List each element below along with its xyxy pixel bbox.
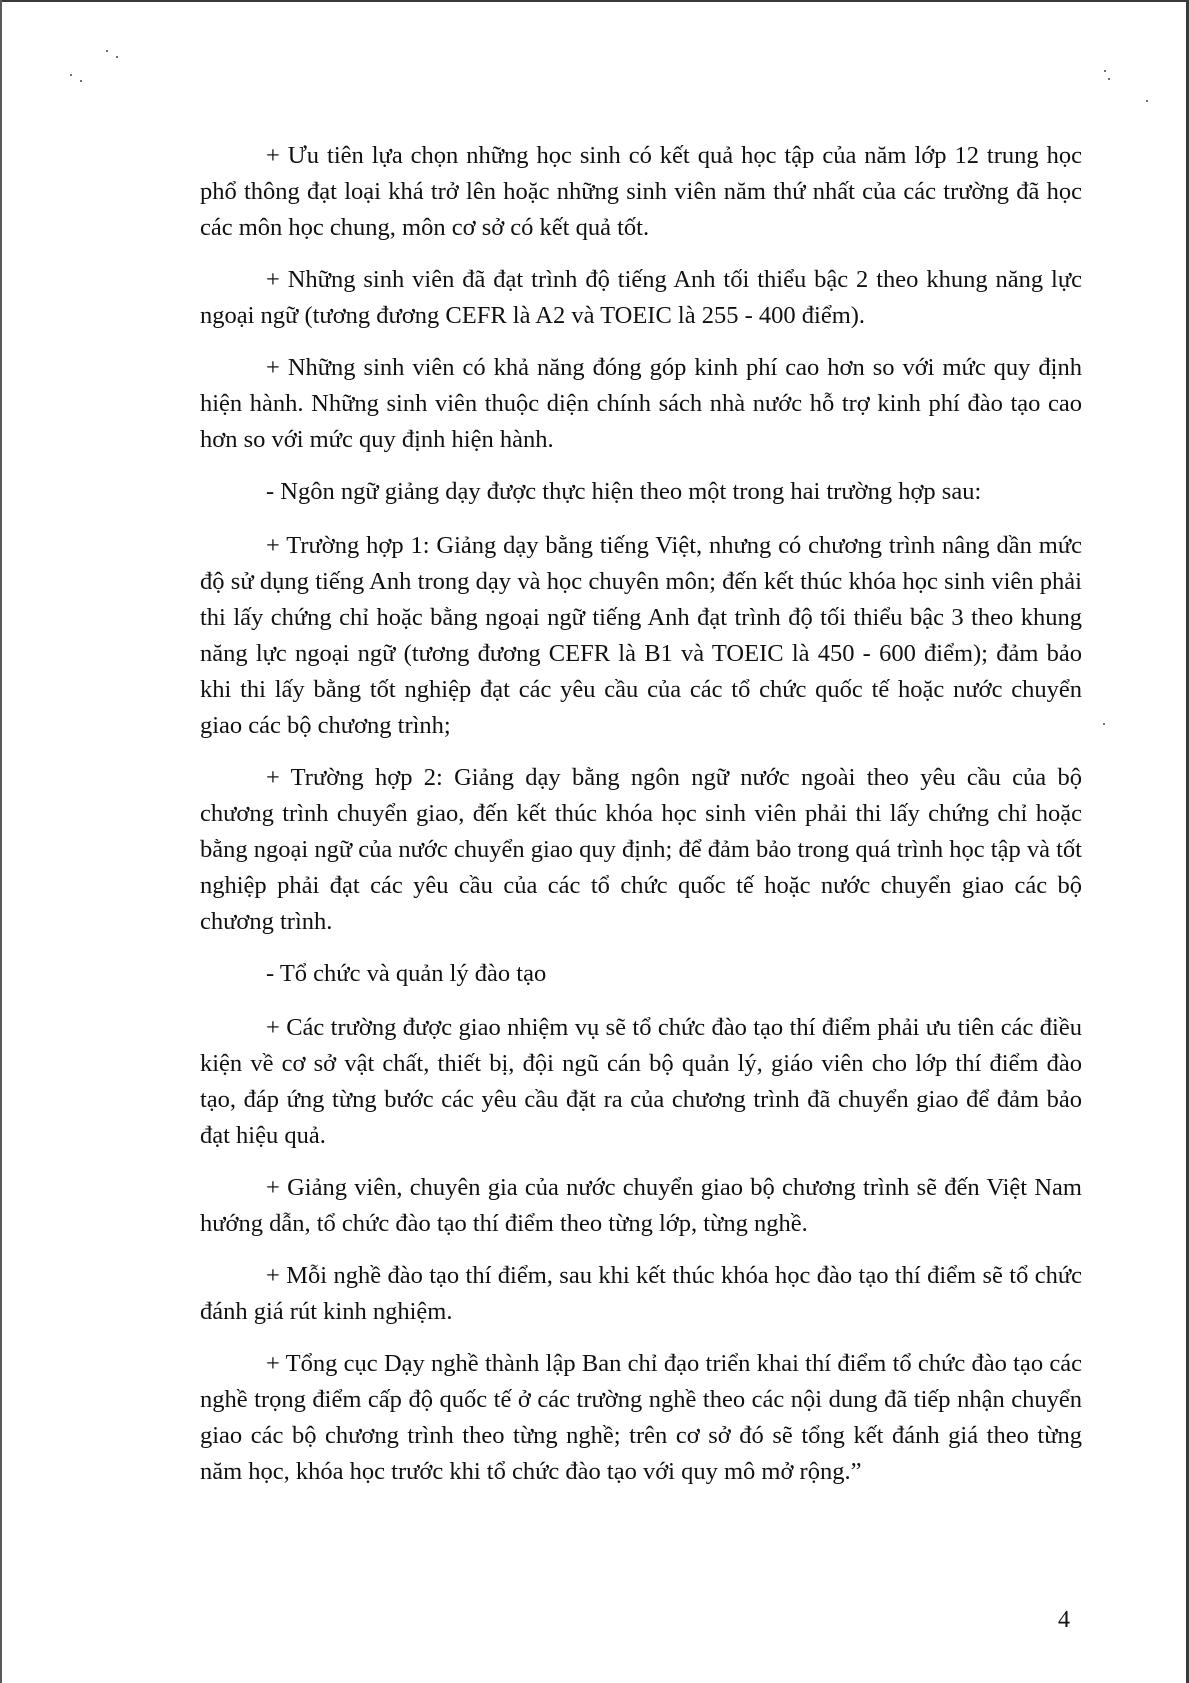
scan-speck — [80, 80, 82, 82]
scan-speck — [1146, 100, 1148, 102]
paragraph-to-chuc-quan-ly: - Tổ chức và quản lý đào tạo — [266, 960, 547, 987]
scan-speck — [1103, 723, 1105, 725]
paragraph-moi-nghe: + Mỗi nghề đào tạo thí điểm, sau khi kết thúc khóa học đào tạo thí điểm sẽ tổ chức đánh giá rút kinh nghiệm. — [200, 1262, 1082, 1325]
paragraph-kinh-phi: + Những sinh viên có khả năng đóng góp kinh phí cao hơn so với mức quy định hiện hành. Những sinh viên thuộc diện chính sách nhà nước hỗ trợ kinh phí đào tạo cao hơn so với mức quy định hiện hành. — [200, 354, 1082, 453]
paragraph-giang-vien: + Giảng viên, chuyên gia của nước chuyển giao bộ chương trình sẽ đến Việt Nam hướng dẫn, tổ chức đào tạo thí điểm theo từng lớp, từng nghề. — [200, 1174, 1082, 1237]
scan-speck — [106, 50, 108, 52]
scan-speck — [116, 56, 118, 58]
paragraph-cac-truong: + Các trường được giao nhiệm vụ sẽ tổ chức đào tạo thí điểm phải ưu tiên các điều kiện về cơ sở vật chất, thiết bị, đội ngũ cán bộ quản lý, giáo viên cho lớp thí điểm đào tạo, đáp ứng từng bước các yêu cầu đặt ra của chương trình đã chuyển giao để đảm bảo đạt hiệu quả. — [200, 1014, 1082, 1149]
page-number: 4 — [1058, 1607, 1070, 1633]
scan-speck — [1108, 78, 1110, 80]
scan-speck — [70, 74, 72, 76]
paragraph-tieng-anh: + Những sinh viên đã đạt trình độ tiếng Anh tối thiểu bậc 2 theo khung năng lực ngoại ngữ (tương đương CEFR là A2 và TOEIC là 255 - 400 điểm). — [200, 266, 1082, 329]
scan-edge-left — [0, 0, 2, 1683]
paragraph-uu-tien: + Ưu tiên lựa chọn những học sinh có kết quả học tập của năm lớp 12 trung học phổ thông đạt loại khá trở lên hoặc những sinh viên năm thứ nhất của các trường đã học các môn học chung, môn cơ sở có kết quả tốt. — [200, 142, 1082, 241]
scan-speck — [1104, 70, 1106, 72]
paragraph-tong-cuc: + Tổng cục Dạy nghề thành lập Ban chỉ đạo triển khai thí điểm tổ chức đào tạo các nghề trọng điểm cấp độ quốc tế ở các trường nghề theo các nội dung đã tiếp nhận chuyển giao các bộ chương trình theo từng nghề; trên cơ sở đó sẽ tổng kết đánh giá theo từng năm học, khóa học trước khi tổ chức đào tạo với quy mô mở rộng.” — [200, 1350, 1082, 1485]
paragraph-truong-hop-2: + Trường hợp 2: Giảng dạy bằng ngôn ngữ nước ngoài theo yêu cầu của bộ chương trình chuyển giao, đến kết thúc khóa học sinh viên phải thi lấy chứng chỉ hoặc bằng ngoại ngữ của nước chuyển giao quy định; để đảm bảo trong quá trình học tập và tốt nghiệp phải đạt các yêu cầu của các tổ chức quốc tế hoặc nước chuyển giao các bộ chương trình. — [200, 764, 1082, 935]
scan-edge-top — [0, 0, 1189, 2]
paragraph-truong-hop-1: + Trường hợp 1: Giảng dạy bằng tiếng Việt, nhưng có chương trình nâng dần mức độ sử dụng tiếng Anh trong dạy và học chuyên môn; đến kết thúc khóa học sinh viên phải thi lấy chứng chỉ hoặc bằng ngoại ngữ tiếng Anh đạt trình độ tối thiểu bậc 3 theo khung năng lực ngoại ngữ (tương đương CEFR là B1 và TOEIC là 450 - 600 điểm); đảm bảo khi thi lấy bằng tốt nghiệp đạt các yêu cầu của các tổ chức quốc tế hoặc nước chuyển giao các bộ chương trình; — [200, 532, 1082, 739]
document-body — [200, 138, 1082, 1506]
paragraph-ngon-ngu-giang-day: - Ngôn ngữ giảng dạy được thực hiện theo một trong hai trường hợp sau: — [266, 478, 982, 505]
